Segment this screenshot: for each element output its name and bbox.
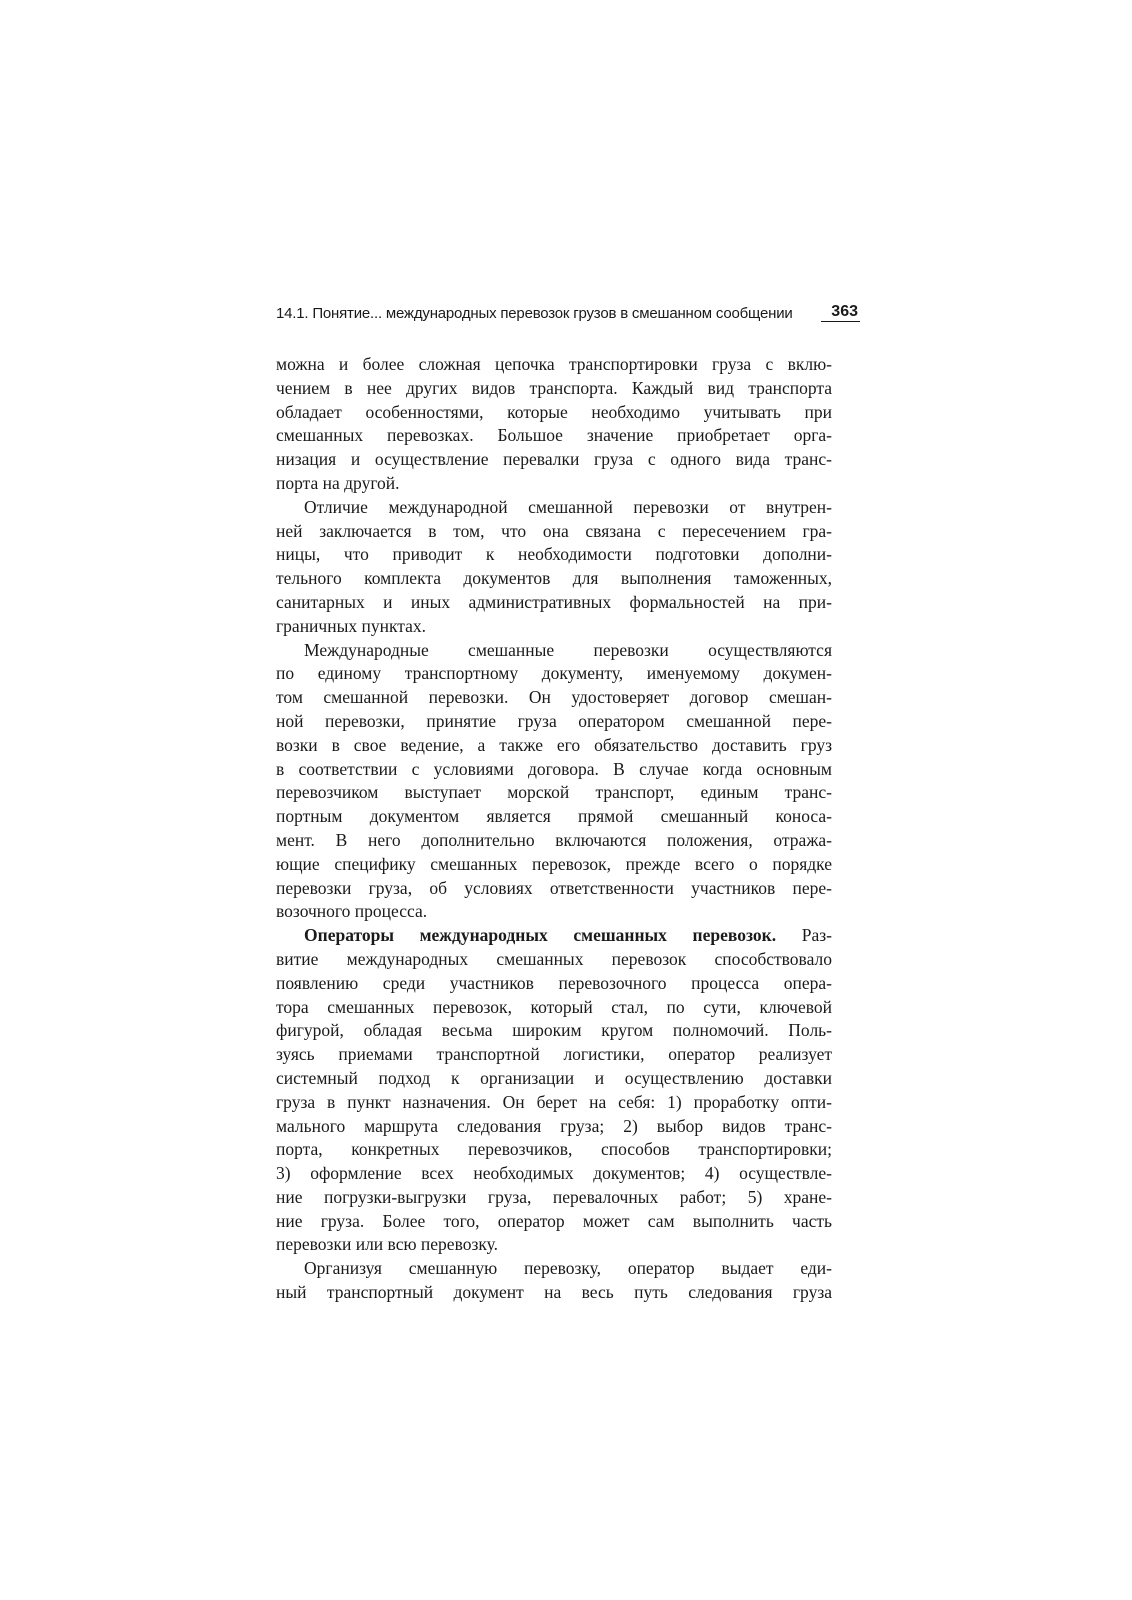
text-line: порта, конкретных перевозчиков, способов транспортировки; (276, 1139, 832, 1160)
text-line: в соответствии с условиями договора. В случае когда основным (276, 758, 832, 779)
section-run-in-heading: Операторы международных смешанных перевозок. (304, 925, 777, 946)
text-line: фигурой, обладая весьма широким кругом полномочий. Поль- (276, 1020, 832, 1041)
text-run: Раз- (776, 925, 832, 946)
page-number: 363 (821, 304, 860, 322)
text-line: граничных пунктах. (276, 615, 426, 636)
text-line: Международные смешанные перевозки осуществляются (304, 639, 832, 660)
text-line: смешанных перевозках. Большое значение приобретает орга- (276, 425, 832, 446)
text-line: портным документом является прямой смешанный коноса- (276, 806, 832, 827)
running-header (276, 304, 860, 322)
paragraph (276, 924, 832, 1257)
text-line: системный подход к организации и осуществлению доставки (276, 1067, 832, 1088)
text-line: по единому транспортному документу, именуемому докумен- (276, 663, 832, 684)
text-line: ющие специфику смешанных перевозок, прежде всего о порядке (276, 853, 832, 874)
text-line: появлению среди участников перевозочного процесса опера- (276, 972, 832, 993)
text-line: том смешанной перевозки. Он удостоверяет договор смешан- (276, 687, 832, 708)
paragraph (276, 1257, 832, 1305)
text-line: груза в пункт назначения. Он берет на себя: 1) проработку опти- (276, 1091, 832, 1112)
text-line: низация и осуществление перевалки груза с одного вида транс- (276, 449, 832, 470)
text-line: ницы, что приводит к необходимости подготовки дополни- (276, 544, 832, 565)
text-line: ной перевозки, принятие груза оператором смешанной пере- (276, 710, 832, 731)
text-line: тора смешанных перевозок, который стал, по сути, ключевой (276, 996, 832, 1017)
text-line: мент. В него дополнительно включаются положения, отража- (276, 829, 832, 850)
text-line (276, 924, 832, 948)
paragraph (276, 496, 832, 639)
text-line: порта на другой. (276, 472, 400, 493)
paragraph (276, 353, 832, 496)
text-line: ный транспортный документ на весь путь следования груза (276, 1282, 832, 1303)
text-line: ние погрузки-выгрузки груза, перевалочных работ; 5) хране- (276, 1186, 832, 1207)
text-line: перевозчиком выступает морской транспорт, единым транс- (276, 782, 832, 803)
text-line: возки в свое ведение, а также его обязательство доставить груз (276, 734, 832, 755)
running-title: 14.1. Понятие... международных перевозок грузов в смешанном сообщении (276, 305, 793, 322)
body-text (276, 353, 832, 1305)
text-line: Отличие международной смешанной перевозки от внутрен- (304, 496, 832, 517)
paragraph (276, 639, 832, 925)
text-line: ней заключается в том, что она связана с пересечением гра- (276, 520, 832, 541)
text-line: тельного комплекта документов для выполнения таможенных, (276, 568, 832, 589)
text-line: перевозки груза, об условиях ответственности участников пере- (276, 877, 832, 898)
text-line: ние груза. Более того, оператор может сам выполнить часть (276, 1210, 832, 1231)
text-line: мального маршрута следования груза; 2) выбор видов транс- (276, 1115, 832, 1136)
text-line: чением в нее других видов транспорта. Каждый вид транспорта (276, 377, 832, 398)
text-line: зуясь приемами транспортной логистики, оператор реализует (276, 1044, 832, 1065)
text-line: витие международных смешанных перевозок способствовало (276, 948, 832, 969)
text-line: возочного процесса. (276, 901, 428, 922)
text-line: обладает особенностями, которые необходимо учитывать при (276, 401, 832, 422)
text-line: Организуя смешанную перевозку, оператор выдает еди- (304, 1258, 832, 1279)
text-line: можна и более сложная цепочка транспортировки груза с вклю- (276, 354, 832, 374)
text-line: перевозки или всю перевозку. (276, 1234, 498, 1255)
text-line: 3) оформление всех необходимых документов; 4) осуществле- (276, 1163, 832, 1184)
text-line: санитарных и иных административных формальностей на при- (276, 591, 832, 612)
